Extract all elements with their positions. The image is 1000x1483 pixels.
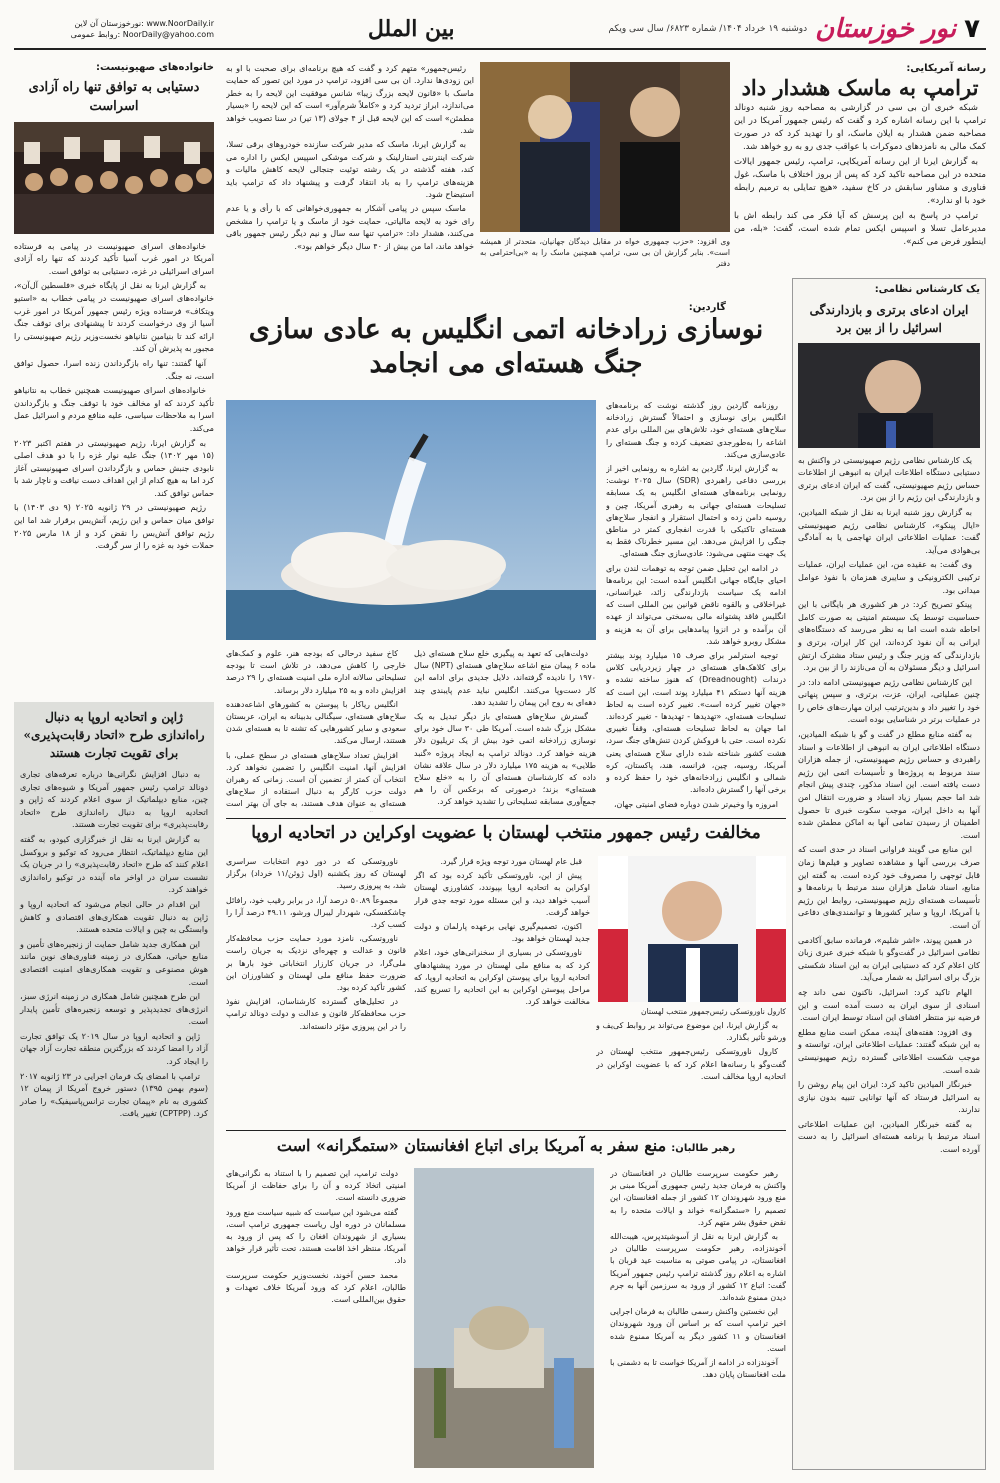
story-zionist-paragraph: به گزارش ایرنا، رژیم صهیونیستی در هفتم اکتبر ۲۰۲۳ (۱۵ مهر ۱۴۰۲) جنگ علیه نوار غزه را با دو هدف اصلی نابودی جنبش حماس و بازگرداندن اسرای صهیونیستی آغاز کرد اما به هیچ کدام از این اهداف دست نیافت و ناچار شد با حماس توافق کند. <box>14 437 214 498</box>
story-zionist <box>14 58 214 698</box>
netanyahu-photo <box>798 343 980 448</box>
protest-photo <box>14 122 214 234</box>
story-afghan-paragraph: محمد حسن آخوند، نخست‌وزیر حکومت سرپرست طالبان، اعلام کرد که ورود آمریکا خلاف تعهدات و حقوق بین‌المللی است. <box>226 1270 406 1305</box>
story-japan-paragraph: ژاپن و اتحادیه اروپا در سال ۲۰۱۹ یک توافق تجارت آزاد را امضا کردند که بزرگترین منطقه تجارت آزاد جهان را ایجاد کرد. <box>20 1030 208 1067</box>
story-poland-header <box>226 818 786 848</box>
missile-photo <box>226 400 596 640</box>
story-uk-paragraph: امروزه وا وخیم‌تر شدن دوباره فضای امنیتی جهان، <box>614 799 778 809</box>
story-japan-paragraph: این طرح همچنین شامل همکاری در زمینه انرژی سبز، انرژی‌های تجدیدپذیر و توسعه زنجیره‌های تأمین پایدار است. <box>20 991 208 1027</box>
story-zionist-paragraph: خانواده‌های اسرای صهیونیست در پیامی به فرستاده آمریکا در امور غرب آسیا تأکید کردند که تنها راه آزادی اسرای اسرائیلی در غزه، دستیابی به توافق است. <box>14 240 214 276</box>
story-japan-headline: ژاپن و اتحادیه اروپا به دنبال راه‌اندازی طرح «اتحاد رقابت‌پذیری» برای تقویت تجارت هستند <box>23 710 205 760</box>
story-afghan-paragraph: این نخستین واکنش رسمی طالبان به فرمان اجرایی اخیر ترامپ است که بر اساس آن ورود شهروندان افغانستان و ۱۱ کشور دیگر به آمریکا ممنوع شده است. <box>610 1307 786 1353</box>
nawrocki-caption: کارول ناوروتسکی رئیس‌جمهور منتخب لهستان <box>641 1007 786 1016</box>
story-uk-paragraph: کاخ سفید درحالی که بودجه هنر، علوم و کمک‌های خارجی را کاهش می‌دهد، در تلاش است تا بودجه تسلیحاتی سالانه اداره ملی امنیت هسته‌ای را ۲۹ درصد افزایش داده و به ۲۵ میلیارد دلار برساند. <box>226 649 406 695</box>
story-poland-paragraph: در تحلیل‌های گسترده کارشناسان، افزایش نفوذ حزب محافظه‌کار قانون و عدالت و دولت دونالد ترامپ را در این پیروزی مؤثر دانسته‌اند. <box>226 997 406 1031</box>
story-poland-headline: مخالفت رئیس جمهور منتخب لهستان با عضویت اوکراین در اتحادیه اروپا <box>251 823 761 843</box>
story-afghan-kicker: رهبر طالبان: <box>671 1143 736 1154</box>
nawrocki-photo <box>598 856 786 1002</box>
story-trump-headline: ترامپ به ماسک هشدار داد <box>741 75 979 100</box>
story-zionist-paragraph: آنها گفتند: تنها راه بازگرداندن زنده اسرا، حصول توافق است، نه جنگ. <box>14 357 214 381</box>
story-iran <box>792 278 986 1470</box>
story-uk-paragraph: روزنامه گاردین روز گذشته نوشت که برنامه‌های انگلیس برای نوسازی و احتمالاً گسترش زرادخانه سلاح‌های هسته‌ای خود، تلاش‌های بین المللی برای عدم اشاعه را به‌طورجدی تضعیف کرده و جنگ هسته‌ای را عادی‌سازی می‌کند. <box>606 401 786 459</box>
story-trump-paragraph: به گزارش ایرنا از این رسانه آمریکایی، ترامپ، رئیس جمهور ایالات متحده در این مصاحبه تاکید کرد که پس از بروز اختلاف با ماسک، غول فناوری و مشاور سابقش در کاخ سفید، «هیچ تمایلی به ترمیم رابطه خود با او ندارد». <box>734 157 986 206</box>
story-trump-paragraph: ترامپ در پاسخ به این پرسش که آیا فکر می کند رابطه اش با مدیرعامل تسلا و اسپیس ایکس تمام شده است، گفت: «بله، من اینطور فرض می کنم». <box>734 211 986 247</box>
story-uk-col1 <box>606 400 786 812</box>
story-japan-paragraph: این اقدام در حالی انجام می‌شود که اتحادیه اروپا و ژاپن به دنبال تقویت همکاری‌های اقتصادی و کاهش وابستگی به چین و ایالات متحده هستند. <box>20 898 208 935</box>
story-japan <box>14 702 214 1470</box>
story-iran-paragraph: این کارشناس نظامی رژیم صهیونیستی ادامه داد: در چنین عملیاتی، ایران، عزت، برتری، و سپس پنهانی خود را تغییر داد و بدین‌ترتیب ایران مهارت‌های خاص را در عملیات برتر در شناسایی بوده است. <box>798 676 980 725</box>
issue-info: دوشنبه ۱۹ خرداد ۱۴۰۴/ شماره ۶۸۲۳/ سال سی ویکم <box>608 24 808 34</box>
story-uk-col3 <box>226 648 406 812</box>
story-iran-paragraph: خبرنگار المیادین تاکید کرد: ایران این پیام روشن را به اسرائیل فرستاد که آنها توانایی تنبیه بدون نیازی ندارند. <box>798 1079 980 1115</box>
site-email: روابط عمومی: NoorDaily@yahoo.com <box>70 30 214 39</box>
story-iran-paragraph: در همین پیوند، «اشر شلیم»، فرمانده سابق آکادمی نظامی اسرائیل در گفت‌وگو با شبکه خبری عبری زبان کان اعلام کرد که دستیابی ایران به این اسناد شکستی بزرگ برای اسرائیل به شمار می‌آید. <box>798 934 980 983</box>
story-iran-paragraph: یک کارشناس نظامی رژیم صهیونیستی در واکنش به دستیابی دستگاه اطلاعات ایران به انبوهی از اطلاعات حساس رژیم صهیونیستی، گفت که ایران ادعای برتری و بازدارندگی این رژیم را از بین برد. <box>798 454 980 503</box>
story-iran-paragraph: به گفته منابع مطلع در گفت و گو با شبکه المیادین، دستگاه اطلاعاتی ایران به انبوهی از اطلاعات و اسناد راهبردی و حساس رژیم صهیونیستی، از جمله هزاران سند مربوط به پروژه‌ها و تأسیسات اتمی این رژیم دست یافته است. این اسناد مذکور، چندی پیش انجام شد اما حجم بسیار زیاد اسناد و ضرورت انتقال امن آنها به داخل ایران، موجب سکوت خبری تا حصول اطمینان از رسیدن تمامی آنها به اماکن مطمئن شده است. <box>798 729 980 840</box>
story-uk-headline-line2: جنگ هسته‌ای می انجامد <box>369 348 643 379</box>
story-afghan-paragraph: گفته می‌شود این سیاست که شبیه سیاست منع ورود مسلمانان در دوره اول ریاست جمهوری ترامپ است، بسیاری از شهروندان افغان را که پس از ورود به آمریکا، منتظر اخذ اقامت هستند، تحت تأثیر قرار خواهد داد. <box>226 1207 406 1266</box>
story-uk-paragraph: توجیه استرلمر برای صرف ۱۵ میلیارد پوند بیشتر برای کلاهک‌های هسته‌ای در چهار زیردریایی کلاس درندات (Dreadnought) که هنوز ساخته نشده و هزینه آنها دستکم ۴۱ میلیارد پوند است، این است که «جهان تغییر کرده است». تغییر کرده است به لحاظ تسلیحات هسته‌ای، «تهدیدها - تهدیدها - تغییر کرده‌اند. اما جهان به لحاظ تسلیحات هسته‌ای، وقفاً تغییری نکرده است. حتی با فروکش کردن تنش‌های جنگ سرد، هشت کشور شناخته شده دارای سلاح هسته‌ای یعنی آمریکا، روسیه، چین، فرانسه، هند، پاکستان، کره شمالی و انگلیس زرادخانه‌های خود را حفظ کرده و برخی آنها را گسترش داده‌اند. <box>606 651 786 795</box>
trump-musk-photo <box>480 62 730 232</box>
story-trump-kicker: رسانه آمریکایی: <box>906 63 986 74</box>
story-afghan-paragraph: به گزارش ایرنا به نقل از آسوشیتدپرس، هیبت‌الله آخوندزاده، رهبر حکومت سرپرست طالبان در افغانستان، در پیامی صوتی به مناسبت عید قربان با اشاره به اعلام روز گذشته ترامپ رئیس جمهور آمریکا گفت: اتباع ۱۲ کشور از ورود به سرزمین آنها به جرم دیدن ممنوع شده‌اند. <box>610 1232 786 1303</box>
story-iran-kicker: یک کارشناس نظامی: <box>874 284 980 295</box>
story-trump-paragraph: رئیس‌جمهور» متهم کرد و گفت که هیچ برنامه‌ای برای صحبت با او به این زودی‌ها ندارد. ان بی سی افزود، ترامپ در مورد این تصور که حمایت ماسک با «قانون لایحه بزرگ زیبا» شانس موفقیت این لایحه را به خطر می‌اندازد، ابراز تردید کرد و «کاملاً شرم‌آور» است که این لایحه را «بسیار مطمئن» است که این لایحه قبل از ۴ جولای (۱۳ تیر) در سنا تصویب خواهد شد. <box>226 63 474 136</box>
story-japan-paragraph: این همکاری جدید شامل حمایت از زنجیره‌های تأمین و منابع حیاتی، همکاری در زمینه فناوری‌های نوین مانند هوش مصنوعی و تقویت همکاری‌های امنیت اقتصادی است. <box>20 938 208 987</box>
story-uk-paragraph: به گزارش ایرنا، گاردین به اشاره به رونمایی اخیر از بررسی دفاعی راهبردی (SDR) سال ۲۰۲۵ نوشت: رونمایی برنامه‌های هسته‌ای انگلیس به یک مسابقه تسلیحات هسته‌ای جهانی به رهبری آمریکا، چین و روسیه دامن زده و احتمال استقرار و انفجار سلاح‌های هسته‌ای تاکتیکی با قدرت انفجاری کمتر در مناطق جنگی را افزایش می‌دهد. این مسیر خطرناک فقط به یک جهت منتهی می‌شود: عادی‌سازی جنگ هسته‌ای. <box>606 464 786 559</box>
story-poland-paragraph: ناوروتسکی، نامزد مورد حمایت حزب محافظه‌کار قانون و عدالت و چهره‌ای نزدیک به جریان راست ملی‌گرا، در جریان کارزار انتخاباتی خود بارها بر ضرورت حفظ منافع ملی لهستان و کشاورزان این کشور تأکید کرده بود. <box>226 934 406 993</box>
site-url: نورخوزستان آن لاین: www.NoorDaily.ir <box>74 19 214 28</box>
trump-photo-caption <box>480 236 730 269</box>
story-poland-paragraph: مجموعاً ۵۰.۸۹ درصد آرا، در برابر رقیب خود، رافائل چاشکفسکی، شهردار لیبرال ورشو، ۴۹.۱۱ درصد آرا را کسب کرد. <box>226 895 406 930</box>
story-poland-paragraph: ناوروتسکی که در دور دوم انتخابات سراسری لهستان که روز یکشنبه (اول ژوئن/۱۱ خرداد) برگزار شد، به پیروزی رسید. <box>226 857 406 891</box>
story-poland-col1 <box>596 856 786 1124</box>
story-afghan-header <box>226 1130 786 1162</box>
story-iran-paragraph: وی افزود: هفته‌های آینده، ممکن است منابع مطلع به این شبکه گفتند: عملیات اطلاعاتی ایران، توانسته و موجب شکست اطلاعاتی گسترده رژیم صهیونیستی شده است. <box>798 1026 980 1075</box>
story-trump-paragraph: شبکه خبری ان بی سی در گزارشی به مصاحبه روز شنبه دونالد ترامپ با این رسانه اشاره کرد و گفت که رئیس جمهور آمریکا در این مصاحبه ضمن هشدار به ایلان ماسک، او را تهدید کرد که در صورت کمک مالی به نامزدهای دموکرات با عواقب جدی رو به رو خواهد شد. <box>734 103 986 152</box>
site-info <box>14 18 214 40</box>
story-uk-headline-line1: نوسازی زرادخانه اتمی انگلیس به عادی سازی <box>248 314 764 345</box>
story-zionist-headline: دستیابی به توافق تنها راه آزادی اسراست <box>28 79 200 114</box>
brand-logo: نور خوزستان <box>815 14 957 44</box>
story-afghan-paragraph: رهبر حکومت سرپرست طالبان در افغانستان در واکنش به فرمان جدید رئیس جمهوری آمریکا مبنی بر منع ورود شهروندان ۱۲ کشور از جمله افغانستان، این تصمیم را «ستمگرانه» خواند و ایالات متحده را به نقض حقوق بشر متهم کرد. <box>610 1169 786 1227</box>
story-trump <box>734 58 986 298</box>
story-zionist-paragraph: به گزارش ایرنا به نقل از پایگاه خبری «فلسطین آل‌آن»، خانواده‌های اسرای صهیونیست در پیامی خطاب به «استیو ویتکاف» فرستاده ویژه رئیس جمهور آمریکا در امور غرب آسیا از وی درخواست کردند تا پیشنهادی برای توقف جنگ ارائه کند تا بنیامین نتانیاهو نخست‌وزیر رژیم صهیونیستی را مجبور به پذیرش آن کند. <box>14 280 214 354</box>
story-zionist-kicker: خانواده‌های صهیونیست: <box>96 62 214 73</box>
story-japan-paragraph: ترامپ با امضای یک فرمان اجرایی در ۲۳ ژانویه ۲۰۱۷ (سوم بهمن ۱۳۹۵) دستور خروج آمریکا از پیمان ۱۲ کشوری به نام «پیمان تجارت ترانس‌پاسیفیک» را صادر کرد. (CPTPP) تغییر یافت. <box>20 1070 208 1119</box>
story-afghan-paragraph: دولت ترامپ، این تصمیم را با استناد به نگرانی‌های امنیتی اتخاذ کرده و آن را برای حفاظت از آمریکا ضروری دانسته است. <box>226 1169 406 1203</box>
story-uk-kicker: گاردین: <box>688 302 726 313</box>
story-uk-paragraph: افزایش تعداد سلاح‌های هسته‌ای در سطح عملی، با افزایش آنها، امنیت انگلیس را تضمین نخواهد کرد. انتخاب آن کمتر از تضمین آن است. زمانی که رهبران دولت حزب کارگر به دنبال استفاده از سلاح‌های هسته‌ای به عنوان هدف هستند، به جای آن بهتر است <box>226 750 406 809</box>
story-afghan-col2 <box>226 1168 406 1468</box>
page-number: ۷ <box>964 14 980 44</box>
story-japan-paragraph: به گزارش ایرنا به نقل از خبرگزاری کیودو، به گفته این منابع دیپلماتیک، انتظار می‌رود که توکیو و بروکسل اعلام کنند که طرح «اتحاد رقابت‌پذیری» را در جریان یک نشست سران در اواخر ماه آینده در توکیو راه‌اندازی خواهند کرد. <box>20 833 208 895</box>
story-uk-header <box>226 302 786 388</box>
story-poland-col3 <box>226 856 406 1124</box>
story-poland-paragraph: قبل عام لهستان مورد توجه ویژه قرار گیرد. <box>440 857 582 866</box>
story-afghan-paragraph: آخوندزاده در ادامه از آمریکا خواست تا به دشمنی با ملت افغانستان پایان دهد. <box>610 1358 786 1380</box>
story-poland-paragraph: اکنون، تصمیم‌گیری نهایی برعهده پارلمان و دولت جدید لهستان خواهد بود. <box>414 922 590 944</box>
story-uk-paragraph: انگلیس ریاکار با پیوستن به کشورهای اشاعه‌دهنده سلاح‌های هسته‌ای، سیگنالی بدبینانه به ایران، عربستان سعودی و سایر کشورهایی که تشنه تا به هسته‌ای شدن هستند، ارسال می‌کند. <box>226 699 406 746</box>
story-poland-paragraph: ناوروتسکی در بسیاری از سخنرانی‌های خود، اعلام کرد که به منافع ملی لهستان در مورد پیشنهادهای اتحادیه اروپا برای پیوستن اوکراین به اتحادیه اروپا، که مراحل پیوستن اوکراین به این اتحادیه را تسریع کند، مخالفت خواهد کرد. <box>414 948 590 1007</box>
story-afghan-title <box>226 1131 786 1164</box>
story-iran-paragraph: الهام تاکید کرد: اسرائیل، ناکنون نمی داند چه اسنادی از سوی ایران به دست آمده است و این فرضیه نیز منتظر افشای این اسناد توسط ایران است. <box>798 986 980 1023</box>
story-afghan-col1 <box>610 1168 786 1468</box>
story-poland-paragraph: پیش از این، ناوروتسکی تأکید کرده بود که اگر اوکراین به اتحادیه اروپا بپیوندد، کشاورزی لهستان آسیب خواهد دید، و این مسئله مورد توجه جدی قرار خواهد گرفت. <box>414 871 590 917</box>
story-uk-paragraph: در ادامه این تحلیل ضمن توجه به توهمات لندن برای احیای جایگاه جهانی انگلیس آمده است: این برنامه‌ها ادامه یک سیاست بازدارندگی زائد، غیرانسانی، غیراخلاقی و بالقوه ناقض قوانین بین المللی است که انگلیس فاقد پشتوانه مالی به‌سختی می‌تواند از عهده آن برآمده و در انزوا پیامدهایی برای آن به هزینه و مشکل روبرو خواهد شد. <box>606 563 786 646</box>
story-zionist-paragraph: رژیم صهیونیستی در ۲۹ ژانویه ۲۰۲۵ (۹ دی ۱۴۰۳) با توافق میان حماس و این رژیم، آتش‌بس برقرار شد اما این رژیم توافق آتش‌بس را نقض کرد و از ۱۸ مارس ۲۰۲۵ حملات خود به غزه را از سر گرفت. <box>14 502 214 551</box>
story-iran-paragraph: به گزارش روز شنبه ایرنا به نقل از شبکه المیادین، «ایال پینکو»، کارشناس نظامی رژیم صهیونیستی گفت: عملیات اطلاعاتی ایران تهاجمی یا به آمادگی بی‌هوادی می‌آید. <box>798 506 980 555</box>
story-iran-paragraph: پینکو تصریح کرد: در هر کشوری هر بایگانی با این حساسیت توسط یک سیستم امنیتی به صورت کامل احاطه شده است اما به نظر می‌رسد که دستگاه‌های ایرانی به آن نفوذ کرده‌اند، این کار ایران، برتری و بازدارندگی که وزیر جنگ و رئیس ستاد مشترک ارتش اسرائیل و دیگر مسئولان به آن می‌نازند را از بین برد. <box>798 599 980 673</box>
story-japan-paragraph: به دنبال افزایش نگرانی‌ها درباره تعرفه‌های تجاری دونالد ترامپ رئیس جمهور آمریکا و شیوه‌های تجاری چین، منابع دیپلماتیک از سوی اعلام کردند که ژاپن و اتحادیه اروپا به دنبال راه‌اندازی طرح «اتحاد رقابت‌پذیری» برای تقویت تجارت هستند. <box>20 769 208 830</box>
story-uk-paragraph: دولت‌هایی که تعهد به پیگیری خلع سلاح هسته‌ای ذیل ماده ۶ پیمان منع اشاعه سلاح‌های هسته‌ای (NPT) سال ۱۹۷۰ را نادیده گرفته‌اند، دلایل جدیدی برای ادامه این کار دست‌وپا می‌کنند. انگلیس نباید عدم پایبندی چند دهه‌ای به روح این پیمان را تشدید دهد. <box>414 649 596 707</box>
trump-caption-text-2: بنابر گزارش ان بی سی، ترامپ همچنین ماسک را به «بی‌احترامی به دفتر <box>480 248 730 268</box>
masthead-brand-group <box>608 14 986 44</box>
story-uk-paragraph: گسترش سلاح‌های هسته‌ای باز دیگر تبدیل به یک مشکل بزرگ شده است. آمریکا طی ۳۰ سال خود برای نوسازی زرادخانه اتمی خود بیش از یک تریلیون دلار هزینه خواهد کرد. دونالد ترامپ به ایجاد پروژه «گنبد طلایی» به هزینه ۱۷۵ میلیارد دلار در سال علاقه نشان داده که کارشناسان هسته‌ای آن را به «خلع سلاح هسته‌ای» بزند؛ درصورتی که برعکس آن را هم جمع‌آوری مسابقه تسلیحاتی را تشدید خواهد کرد. <box>414 712 596 807</box>
story-poland-paragraph: کارول ناوروتسکی رئیس‌جمهور منتخب لهستان در گفت‌وگو با رسانه‌ها اعلام کرد که با عضویت اوکراین در اتحادیه اروپا مخالف است. <box>596 1047 786 1081</box>
story-zionist-paragraph: خانواده‌های اسرای صهیونیست همچنین خطاب به نتانیاهو تأکید کردند که او مخالف خود با توقف جنگ و بازگرداندن اسرا به ملاحظات سیاسی، علیه منافع مردم و اسرائیل عمل می‌کند. <box>14 385 214 433</box>
story-iran-paragraph: این منابع می گویند فراوانی اسناد در حدی است که صرف بررسی آنها و مشاهده تصاویر و فیلم‌ها زمان قابل توجهی را مصروف خود کرده است. به گفته این منابع، اسناد شامل هزاران سند مرتبط با برنامه‌ها و تأسیسات هسته‌ای رژیم صهیونیستی، روابط این رژیم با آمریکا، اروپا و سایر کشورها و توانمندی‌های دفاعی آن است. <box>798 844 980 930</box>
story-uk-col2 <box>414 648 596 812</box>
kabul-photo <box>414 1168 594 1468</box>
story-trump-continued <box>226 62 474 274</box>
trump-caption-text: وی افزود: «حزب جمهوری خواه در مقابل دیدگان جهانیان، متحدتر از همیشه است». <box>480 237 730 257</box>
story-iran-paragraph: به گفته خبرنگار المیادین، این عملیات اطلاعاتی اسناد مرتبط با برنامه هسته‌ای اسرائیل را به دست آورده است. <box>798 1118 980 1155</box>
story-poland-col2 <box>414 856 590 1124</box>
section-title: بین الملل <box>367 16 455 42</box>
story-trump-paragraph: ماسک سپس در پیامی آشکار به جمهوری‌خواهانی که با رأی و یا عدم رای خود به لایحه مالیاتی، حمایت خود از ماسک و یا ترامپ را مشخص می‌کنند، هشدار داد: «ترامپ تنها سه سال و نیم دیگر رئیس جمهور باقی خواهد ماند، اما من بیش از ۴۰ سال دیگر خواهم بود». <box>226 203 474 251</box>
story-iran-paragraph: وی گفت: به عقیده من، این عملیات ایران، عملیات ترکیبی الکترونیکی و سایبری همزمان با نفوذ عوامل میدانی بود. <box>798 559 980 595</box>
story-afghan-headline: منع سفر به آمریکا برای اتباع افغانستان «ستمگرانه» است <box>276 1136 667 1155</box>
story-iran-headline: ایران ادعای برتری و بازدارندگی اسرائیل را از بین برد <box>809 302 969 335</box>
story-trump-paragraph: به گزارش ایرنا، ماسک که مدیر شرکت سازنده خودروهای برقی تسلا، شرکت اینترنتی استارلینک و شرکت موشکی اسپیس ایکس را اداره می کند، هفته گذشته در یک رشته توئیت جنجالی لایحه کاهش مالیات و هزینه‌های ترامپ را به باد انتقاد گرفت و پیشنهاد داد که ترامپ باید استیضاح شود. <box>226 139 474 200</box>
masthead <box>14 10 986 50</box>
story-poland-paragraph: به گزارش ایرنا، این موضوع می‌تواند بر روابط کی‌یف و ورشو تأثیر بگذارد. <box>596 1021 786 1043</box>
